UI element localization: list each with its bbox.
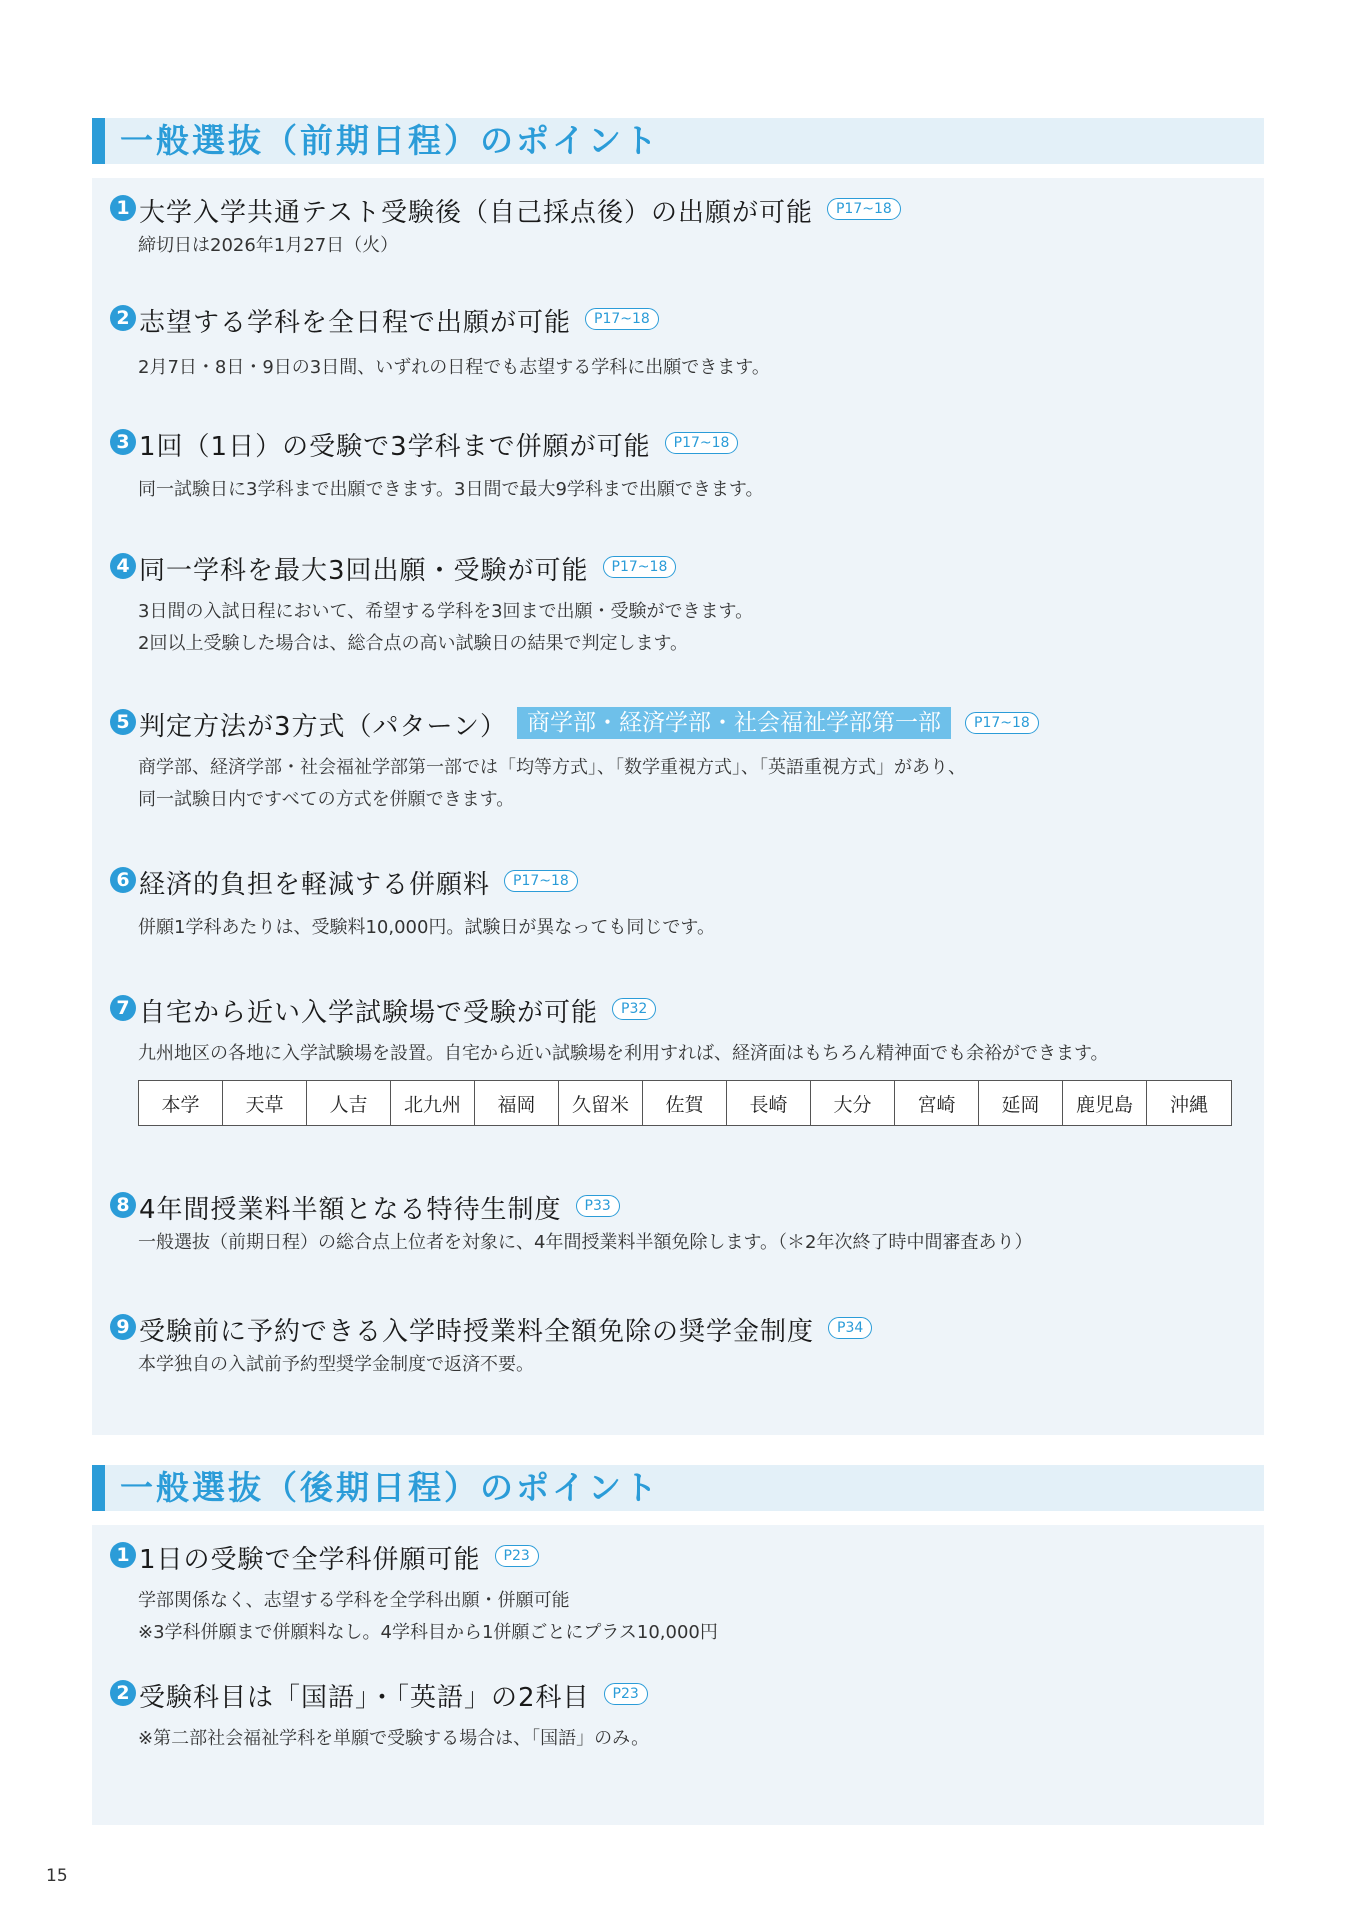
point-item-1 [110, 1539, 1254, 1649]
point-item-1 [110, 192, 1254, 262]
page-number: 15 [46, 1866, 68, 1886]
faculty-highlight-badge: 商学部・経済学部・社会福祉学部第一部 [517, 707, 951, 739]
venue-cell: 人吉 [307, 1081, 391, 1125]
venue-cell: 北九州 [391, 1081, 475, 1125]
point-item-6 [110, 864, 1254, 944]
venue-cell: 延岡 [979, 1081, 1063, 1125]
point-item-5 [110, 706, 1254, 816]
header-accent-bar [92, 1465, 105, 1511]
page-ref-badge: P17~18 [603, 556, 677, 578]
venue-cell: 鹿児島 [1063, 1081, 1147, 1125]
venue-cell: 大分 [811, 1081, 895, 1125]
venue-cell: 福岡 [475, 1081, 559, 1125]
point-desc: 本学独自の入試前予約型奨学金制度で返済不要。 [138, 1354, 534, 1375]
point-item-4 [110, 550, 1254, 660]
point-item-2 [110, 302, 1254, 384]
point-desc: 締切日は2026年1月27日（火） [138, 235, 399, 256]
point-desc: 商学部、経済学部・社会福祉学部第一部では「均等方式」、「数学重視方式」、「英語重視方式」があり、 [138, 757, 966, 778]
number-badge: 2 [110, 1680, 136, 1706]
section-late-title: 一般選抜（後期日程）のポイント [120, 1468, 660, 1507]
point-desc: 3日間の入試日程において、希望する学科を3回まで出願・受験ができます。 [138, 601, 754, 622]
venue-cell: 沖縄 [1169, 1093, 1208, 1116]
point-title: 4年間授業料半額となる特待生制度 [139, 1195, 562, 1225]
point-desc: 一般選抜（前期日程）の総合点上位者を対象に、4年間授業料半額免除します。（＊2年次終了時中間審査あり） [138, 1232, 1033, 1253]
number-badge: 9 [110, 1314, 136, 1340]
point-title: 1回（1日）の受験で3学科まで併願が可能 [139, 432, 651, 462]
page-ref-badge: P32 [612, 998, 656, 1020]
number-badge: 8 [110, 1192, 136, 1218]
point-title: 受験科目は「国語」・「英語」の2科目 [139, 1683, 590, 1713]
number-badge: 1 [110, 195, 136, 221]
number-badge: 2 [110, 305, 136, 331]
point-desc: 同一試験日に3学科まで出願できます。3日間で最大9学科まで出願できます。 [138, 479, 764, 500]
point-desc: 併願1学科あたりは、受験料10,000円。試験日が異なっても同じです。 [138, 917, 715, 938]
point-desc: 九州地区の各地に入学試験場を設置。自宅から近い試験場を利用すれば、経済面はもちろん精神面でも余裕ができます。 [138, 1043, 1109, 1064]
point-title: 判定方法が3方式（パターン） [139, 712, 508, 742]
number-badge: 6 [110, 867, 136, 893]
venue-cell: 長崎 [727, 1081, 811, 1125]
page-ref-badge: P23 [604, 1683, 648, 1705]
section-early-header [92, 118, 1264, 164]
page-ref-badge: P17~18 [504, 870, 578, 892]
point-item-9 [110, 1311, 1254, 1381]
point-title: 受験前に予約できる入学時授業料全額免除の奨学金制度 [139, 1317, 815, 1347]
number-badge: 3 [110, 429, 136, 455]
header-accent-bar [92, 118, 105, 164]
number-badge: 1 [110, 1542, 136, 1568]
point-item-7 [110, 992, 1254, 1116]
point-title: 同一学科を最大3回出願・受験が可能 [139, 556, 589, 586]
point-item-2 [110, 1677, 1254, 1755]
section-late-header [92, 1465, 1264, 1511]
page-ref-badge: P17~18 [665, 432, 739, 454]
venue-cell: 久留米 [559, 1081, 643, 1125]
venue-cell: 宮崎 [895, 1081, 979, 1125]
point-desc: 2回以上受験した場合は、総合点の高い試験日の結果で判定します。 [138, 633, 689, 654]
page-ref-badge: P17~18 [827, 198, 901, 220]
venue-cell: 天草 [223, 1081, 307, 1125]
point-item-8 [110, 1189, 1254, 1259]
point-desc: 同一試験日内ですべての方式を併願できます。 [138, 789, 515, 810]
point-title: 1日の受験で全学科併願可能 [139, 1545, 481, 1575]
page-ref-badge: P17~18 [965, 712, 1039, 734]
point-title: 大学入学共通テスト受験後（自己採点後）の出願が可能 [139, 198, 813, 228]
number-badge: 5 [110, 709, 136, 735]
section-early-body [92, 178, 1264, 1435]
section-early-title: 一般選抜（前期日程）のポイント [120, 121, 660, 160]
number-badge: 7 [110, 995, 136, 1021]
point-title: 経済的負担を軽減する併願料 [139, 870, 491, 900]
point-title: 自宅から近い入学試験場で受験が可能 [139, 998, 599, 1028]
page-ref-badge: P33 [576, 1195, 620, 1217]
page-ref-badge: P34 [828, 1317, 872, 1339]
point-desc: 学部関係なく、志望する学科を全学科出願・併願可能 [138, 1590, 570, 1611]
section-late-body [92, 1525, 1264, 1825]
point-item-3 [110, 426, 1254, 506]
number-badge: 4 [110, 553, 136, 579]
point-title: 志望する学科を全日程で出願が可能 [139, 308, 572, 338]
point-desc: ※第二部社会福祉学科を単願で受験する場合は、「国語」のみ。 [138, 1728, 650, 1749]
point-desc: ※3学科併願まで併願料なし。4学科目から1併願ごとにプラス10,000円 [138, 1622, 718, 1643]
point-desc: 2月7日・8日・9日の3日間、いずれの日程でも志望する学科に出願できます。 [138, 357, 770, 378]
venue-cell: 佐賀 [643, 1081, 727, 1125]
page-ref-badge: P23 [495, 1545, 539, 1567]
venue-cell: 本学 [139, 1081, 223, 1125]
page-ref-badge: P17~18 [585, 308, 659, 330]
venue-table [138, 1080, 1232, 1126]
